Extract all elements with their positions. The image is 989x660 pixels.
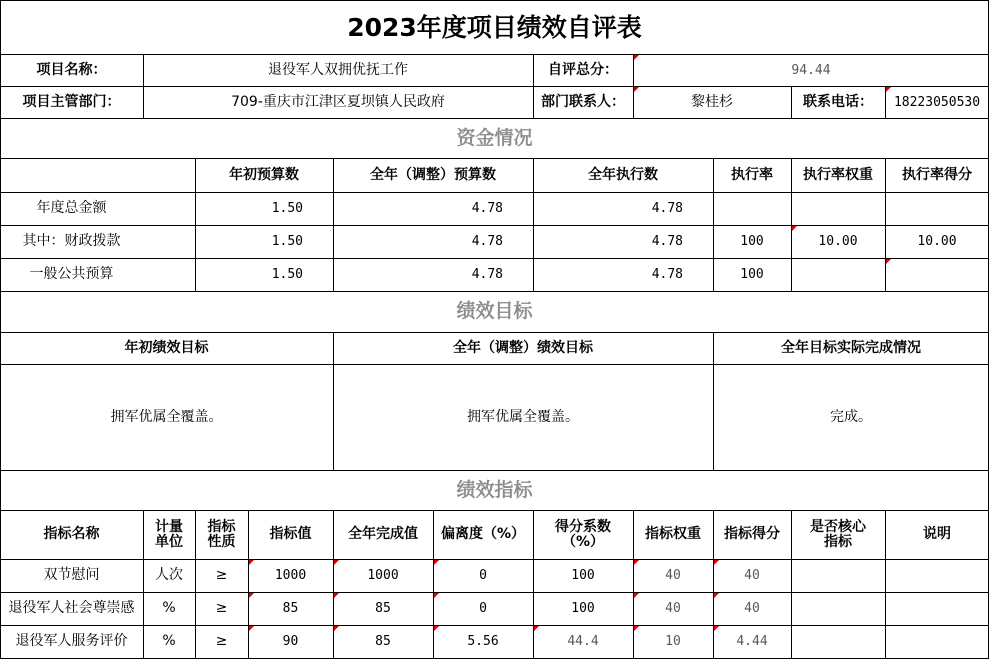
ind-cell-score[interactable]: 40 — [744, 568, 760, 583]
ind-cell-actual[interactable]: 1000 — [367, 568, 399, 583]
ind-cell-actual[interactable]: 85 — [375, 634, 391, 649]
phone-value[interactable]: 18223050530 — [893, 95, 981, 110]
ind-cell-nature[interactable]: ≥ — [215, 600, 228, 616]
ind-header-coef: 得分系数（%） — [555, 518, 611, 550]
comment-marker[interactable] — [249, 560, 254, 565]
ind-cell-nature[interactable]: ≥ — [215, 633, 228, 649]
grid-line — [791, 158, 792, 292]
comment-marker[interactable] — [886, 259, 891, 264]
comment-marker[interactable] — [634, 55, 639, 60]
goals-value-actual[interactable]: 完成。 — [830, 408, 872, 425]
grid-line — [0, 158, 989, 159]
comment-marker[interactable] — [434, 626, 439, 631]
comment-marker[interactable] — [634, 87, 639, 92]
ind-header-name: 指标名称 — [43, 526, 100, 542]
grid-line — [195, 510, 196, 659]
funds-cell-score[interactable] — [885, 192, 989, 225]
phone-label: 联系电话： — [803, 94, 873, 110]
funds-cell-weight[interactable] — [791, 258, 885, 291]
grid-line — [143, 510, 144, 659]
ind-cell-coef[interactable]: 44.4 — [567, 634, 599, 649]
grid-line — [0, 258, 989, 259]
ind-cell-weight[interactable]: 40 — [665, 601, 681, 616]
comment-marker[interactable] — [334, 626, 339, 631]
funds-cell-initial[interactable]: 1.50 — [271, 201, 303, 216]
goals-header-actual: 全年目标实际完成情况 — [781, 339, 921, 356]
ind-cell-target[interactable]: 90 — [282, 634, 299, 649]
ind-cell-deviation[interactable]: 0 — [479, 568, 487, 583]
funds-cell-adjusted[interactable]: 4.78 — [471, 267, 503, 282]
grid-line — [885, 510, 886, 659]
total-score-label: 自评总分： — [548, 62, 618, 78]
funds-header-score: 执行率得分 — [902, 166, 972, 183]
page-title: 2023年度项目绩效自评表 — [347, 13, 642, 42]
ind-header-unit: 计量单位 — [155, 518, 183, 550]
grid-line — [333, 332, 334, 471]
grid-line — [143, 54, 144, 119]
goals-value-adjusted[interactable]: 拥军优属全覆盖。 — [467, 408, 579, 425]
funds-cell-weight[interactable] — [791, 192, 885, 225]
grid-line — [0, 86, 989, 87]
grid-line — [0, 0, 989, 1]
ind-cell-unit[interactable]: % — [162, 633, 176, 649]
funds-cell-executed[interactable]: 4.78 — [651, 267, 683, 282]
contact-label: 部门联系人： — [541, 94, 625, 110]
ind-cell-core[interactable] — [791, 592, 885, 625]
grid-line — [533, 158, 534, 292]
ind-cell-weight[interactable]: 40 — [665, 568, 681, 583]
goals-header-initial: 年初绩效目标 — [124, 339, 209, 356]
funds-cell-initial[interactable]: 1.50 — [271, 267, 303, 282]
funds-cell-score[interactable]: 10.00 — [917, 234, 957, 249]
grid-line — [791, 510, 792, 659]
dept-value[interactable]: 709-重庆市江津区夏坝镇人民政府 — [231, 94, 445, 110]
grid-line — [713, 332, 714, 471]
ind-cell-score[interactable]: 4.44 — [736, 634, 768, 649]
grid-line — [791, 86, 792, 119]
grid-line — [0, 592, 989, 593]
ind-cell-unit[interactable]: 人次 — [155, 567, 183, 583]
ind-header-note: 说明 — [923, 526, 951, 542]
comment-marker[interactable] — [792, 226, 797, 231]
ind-cell-note[interactable] — [885, 592, 989, 625]
grid-line — [333, 510, 334, 659]
comment-marker[interactable] — [714, 593, 719, 598]
grid-line — [0, 291, 989, 292]
grid-line — [0, 225, 989, 226]
grid-line — [0, 510, 989, 511]
grid-line — [713, 510, 714, 659]
ind-cell-core[interactable] — [791, 559, 885, 592]
contact-value[interactable]: 黎桂杉 — [691, 94, 733, 110]
comment-marker[interactable] — [634, 593, 639, 598]
comment-marker[interactable] — [534, 626, 539, 631]
total-score-value[interactable]: 94.44 — [791, 63, 831, 78]
funds-row-label: 其中：财政拨款 — [22, 233, 121, 249]
comment-marker[interactable] — [249, 626, 254, 631]
funds-header-rate: 执行率 — [731, 166, 773, 183]
ind-cell-actual[interactable]: 85 — [375, 601, 391, 616]
grid-line — [533, 54, 534, 119]
grid-line — [0, 658, 989, 659]
grid-line — [0, 0, 1, 659]
ind-header-actual: 全年完成值 — [348, 526, 418, 542]
funds-cell-executed[interactable]: 4.78 — [651, 234, 683, 249]
grid-line — [0, 625, 989, 626]
grid-line — [0, 559, 989, 560]
funds-section-title: 资金情况 — [456, 127, 533, 149]
grid-line — [713, 158, 714, 292]
grid-line — [0, 54, 989, 55]
grid-line — [0, 332, 989, 333]
funds-row-label: 一般公共预算 — [29, 266, 114, 282]
goals-header-adjusted: 全年（调整）绩效目标 — [453, 339, 593, 356]
ind-header-core: 是否核心指标 — [810, 518, 866, 550]
funds-cell-score[interactable] — [885, 258, 989, 291]
ind-cell-deviation[interactable]: 0 — [479, 601, 487, 616]
ind-cell-target[interactable]: 1000 — [274, 568, 307, 583]
grid-line — [0, 118, 989, 119]
ind-cell-deviation[interactable]: 5.56 — [467, 634, 499, 649]
ind-cell-coef[interactable]: 100 — [571, 568, 595, 583]
funds-header-adjusted: 全年（调整）预算数 — [370, 166, 496, 183]
ind-cell-name[interactable]: 退役军人社会尊崇感 — [8, 600, 135, 616]
ind-cell-core[interactable] — [791, 625, 885, 658]
ind-cell-coef[interactable]: 100 — [571, 601, 595, 616]
goals-value-initial[interactable]: 拥军优属全覆盖。 — [110, 408, 223, 425]
ind-header-weight: 指标权重 — [645, 526, 701, 542]
ind-cell-weight[interactable]: 10 — [665, 634, 681, 649]
comment-marker[interactable] — [634, 626, 639, 631]
grid-line — [248, 510, 249, 659]
comment-marker[interactable] — [714, 560, 719, 565]
goals-section-title: 绩效目标 — [456, 300, 533, 322]
comment-marker[interactable] — [334, 593, 339, 598]
ind-cell-nature[interactable]: ≥ — [215, 567, 228, 583]
funds-header-weight: 执行率权重 — [803, 166, 873, 183]
comment-marker[interactable] — [334, 560, 339, 565]
grid-line — [333, 158, 334, 292]
funds-cell-initial[interactable]: 1.50 — [271, 234, 303, 249]
ind-cell-target[interactable]: 85 — [282, 601, 299, 616]
comment-marker[interactable] — [434, 593, 439, 598]
indicators-section-title: 绩效指标 — [456, 478, 533, 501]
ind-header-target: 指标值 — [269, 526, 312, 542]
ind-header-score: 指标得分 — [724, 526, 780, 542]
ind-cell-name[interactable]: 退役军人服务评价 — [15, 633, 128, 649]
grid-line — [433, 510, 434, 659]
grid-line — [533, 510, 534, 659]
comment-marker[interactable] — [714, 626, 719, 631]
comment-marker[interactable] — [634, 560, 639, 565]
funds-cell-rate[interactable]: 100 — [740, 267, 764, 282]
funds-header-executed: 全年执行数 — [588, 166, 658, 183]
funds-cell-adjusted[interactable]: 4.78 — [471, 234, 503, 249]
ind-cell-note[interactable] — [885, 559, 989, 592]
grid-line — [0, 192, 989, 193]
funds-cell-rate[interactable]: 100 — [740, 234, 764, 249]
comment-marker[interactable] — [434, 560, 439, 565]
grid-line — [195, 158, 196, 292]
funds-cell-executed[interactable]: 4.78 — [651, 201, 683, 216]
dept-label: 项目主管部门： — [22, 94, 121, 110]
project-name-label: 项目名称： — [36, 62, 107, 78]
grid-line — [885, 158, 886, 292]
comment-marker[interactable] — [249, 593, 254, 598]
funds-header-initial: 年初预算数 — [229, 166, 299, 183]
funds-cell-rate[interactable] — [713, 192, 791, 225]
ind-header-nature: 指标性质 — [207, 518, 236, 550]
funds-cell-weight[interactable]: 10.00 — [818, 234, 858, 249]
ind-cell-score[interactable]: 40 — [744, 601, 760, 616]
ind-cell-unit[interactable]: % — [162, 600, 176, 616]
ind-cell-note[interactable] — [885, 625, 989, 658]
grid-line — [0, 364, 989, 365]
comment-marker[interactable] — [886, 87, 891, 92]
project-name-value[interactable]: 退役军人双拥优抚工作 — [268, 62, 408, 78]
ind-header-deviation: 偏离度（%） — [440, 526, 526, 542]
ind-cell-name[interactable]: 双节慰问 — [43, 567, 100, 583]
grid-line — [633, 510, 634, 659]
funds-cell-adjusted[interactable]: 4.78 — [471, 201, 503, 216]
grid-line — [0, 470, 989, 471]
funds-row-label: 年度总金额 — [36, 200, 107, 216]
